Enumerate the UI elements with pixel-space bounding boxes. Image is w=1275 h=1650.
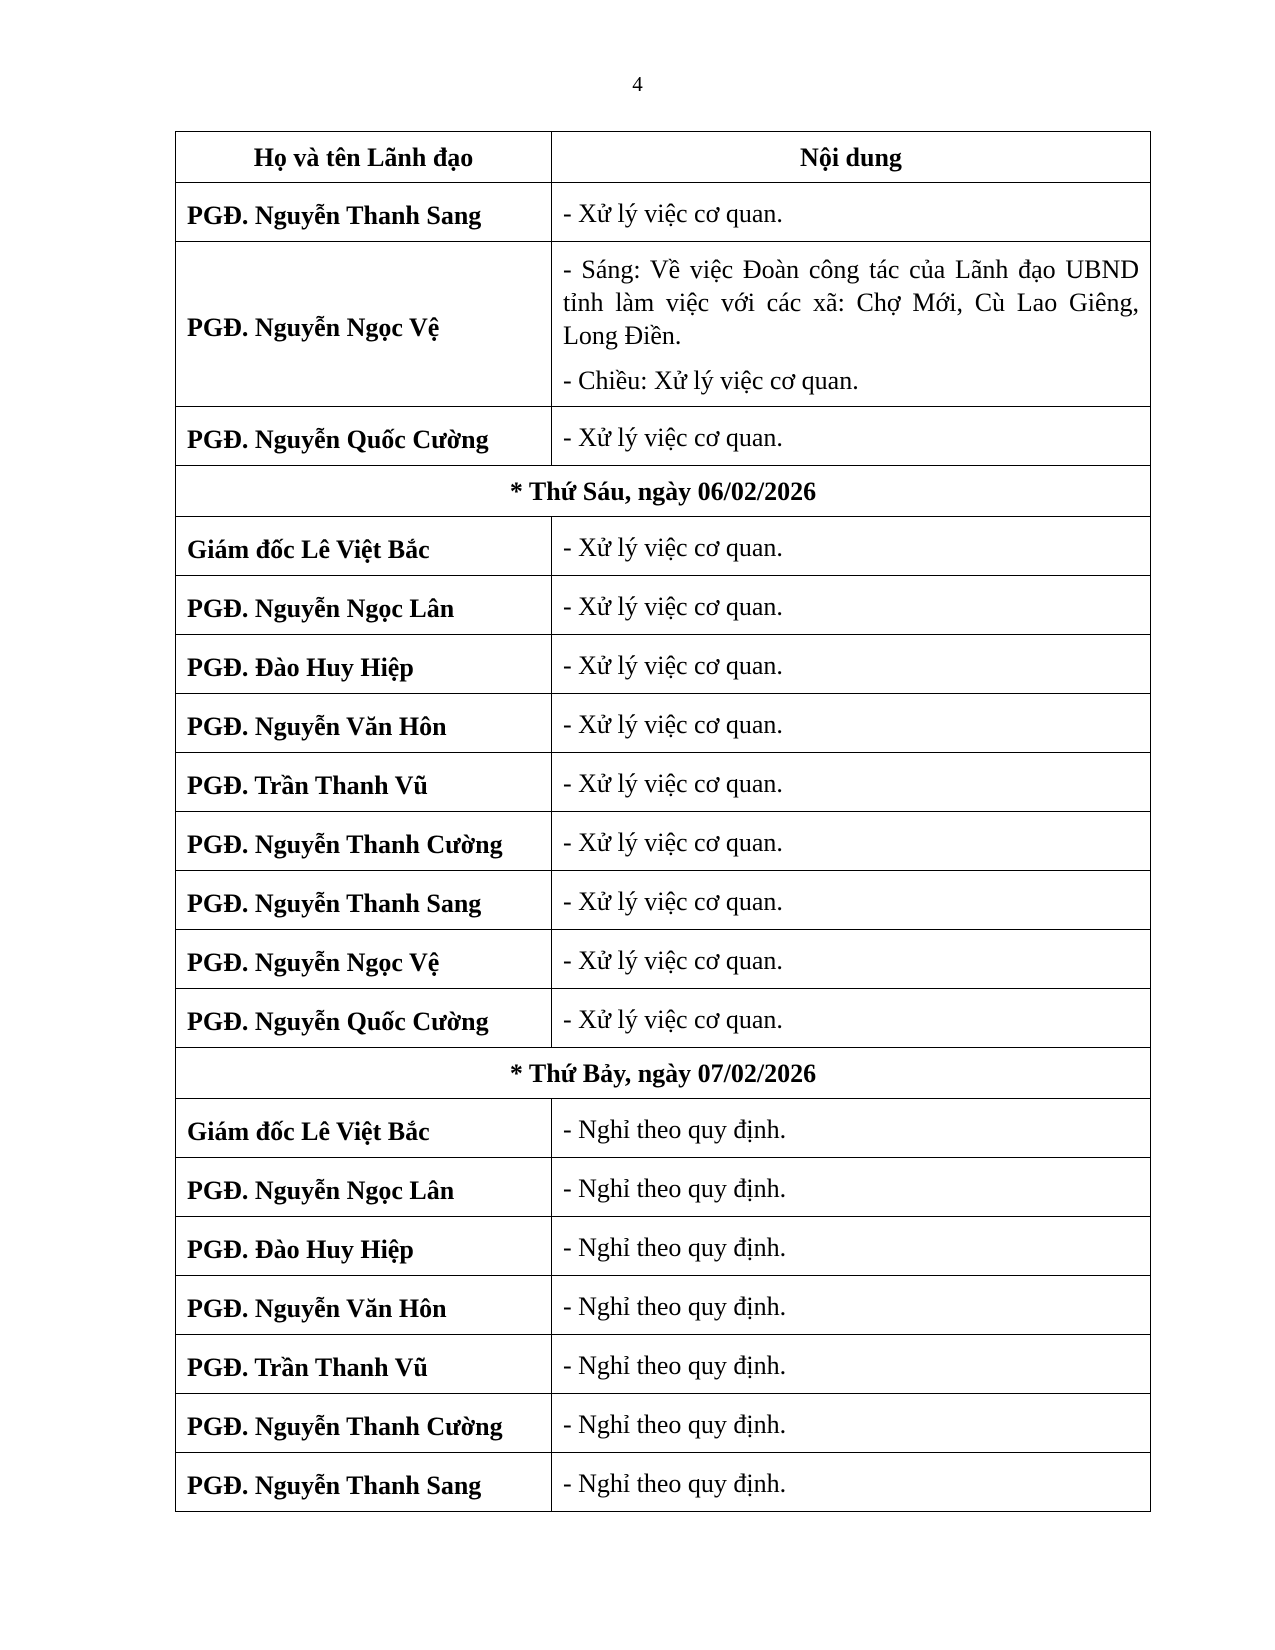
day-heading: * Thứ Sáu, ngày 06/02/2026 bbox=[176, 466, 1151, 517]
leader-name: PGĐ. Nguyễn Thanh Sang bbox=[176, 183, 552, 242]
table-row bbox=[176, 1099, 1151, 1158]
schedule-content: - Xử lý việc cơ quan. bbox=[552, 635, 1151, 694]
leader-name: PGĐ. Nguyễn Ngọc Vệ bbox=[176, 930, 552, 989]
table-row bbox=[176, 1158, 1151, 1217]
table-row bbox=[176, 1335, 1151, 1394]
schedule-content: - Xử lý việc cơ quan. bbox=[552, 517, 1151, 576]
schedule-content: - Xử lý việc cơ quan. bbox=[552, 753, 1151, 812]
table-row bbox=[176, 576, 1151, 635]
leader-name: Giám đốc Lê Việt Bắc bbox=[176, 517, 552, 576]
morning-content: - Sáng: Về việc Đoàn công tác của Lãnh đạo UBND tỉnh làm việc với các xã: Chợ Mới, Cù Lao Giêng, Long Điền. bbox=[563, 255, 1139, 350]
afternoon-content: - Chiều: Xử lý việc cơ quan. bbox=[563, 366, 859, 395]
schedule-content: - Nghỉ theo quy định. bbox=[552, 1217, 1151, 1276]
schedule-content: - Nghỉ theo quy định. bbox=[552, 1453, 1151, 1512]
header-content: Nội dung bbox=[552, 132, 1151, 183]
leader-name: PGĐ. Nguyễn Văn Hôn bbox=[176, 694, 552, 753]
schedule-content: - Nghỉ theo quy định. bbox=[552, 1158, 1151, 1217]
schedule-content: - Nghỉ theo quy định. bbox=[552, 1335, 1151, 1394]
table-row bbox=[176, 517, 1151, 576]
leader-name: PGĐ. Trần Thanh Vũ bbox=[176, 753, 552, 812]
table-row bbox=[176, 242, 1151, 407]
table-row bbox=[176, 1276, 1151, 1335]
header-name: Họ và tên Lãnh đạo bbox=[176, 132, 552, 183]
leader-name: PGĐ. Nguyễn Ngọc Lân bbox=[176, 1158, 552, 1217]
leader-name: PGĐ. Nguyễn Ngọc Lân bbox=[176, 576, 552, 635]
schedule-content: - Nghỉ theo quy định. bbox=[552, 1394, 1151, 1453]
schedule-content: - Xử lý việc cơ quan. bbox=[552, 183, 1151, 242]
table-row bbox=[176, 930, 1151, 989]
table-row bbox=[176, 694, 1151, 753]
leader-name: PGĐ. Nguyễn Thanh Sang bbox=[176, 1453, 552, 1512]
header-row bbox=[176, 132, 1151, 183]
leader-name: PGĐ. Nguyễn Thanh Cường bbox=[176, 1394, 552, 1453]
leader-name: PGĐ. Nguyễn Thanh Sang bbox=[176, 871, 552, 930]
table-row bbox=[176, 989, 1151, 1048]
leader-name: PGĐ. Nguyễn Quốc Cường bbox=[176, 407, 552, 466]
table-row bbox=[176, 407, 1151, 466]
leader-name: Giám đốc Lê Việt Bắc bbox=[176, 1099, 552, 1158]
table-row bbox=[176, 871, 1151, 930]
table-row bbox=[176, 635, 1151, 694]
leader-name: PGĐ. Nguyễn Văn Hôn bbox=[176, 1276, 552, 1335]
table-row bbox=[176, 183, 1151, 242]
table-row bbox=[176, 1453, 1151, 1512]
schedule-content: - Nghỉ theo quy định. bbox=[552, 1276, 1151, 1335]
leader-name: PGĐ. Nguyễn Quốc Cường bbox=[176, 989, 552, 1048]
table-row bbox=[176, 1394, 1151, 1453]
table-row bbox=[176, 812, 1151, 871]
table-row bbox=[176, 1217, 1151, 1276]
schedule-content: - Xử lý việc cơ quan. bbox=[552, 812, 1151, 871]
leader-name: PGĐ. Nguyễn Ngọc Vệ bbox=[176, 242, 552, 407]
leader-name: PGĐ. Đào Huy Hiệp bbox=[176, 1217, 552, 1276]
day-row-friday bbox=[176, 466, 1151, 517]
day-row-saturday bbox=[176, 1048, 1151, 1099]
day-heading: * Thứ Bảy, ngày 07/02/2026 bbox=[176, 1048, 1151, 1099]
schedule-content: - Xử lý việc cơ quan. bbox=[552, 407, 1151, 466]
leader-name: PGĐ. Nguyễn Thanh Cường bbox=[176, 812, 552, 871]
schedule-content: - Xử lý việc cơ quan. bbox=[552, 694, 1151, 753]
page-number: 4 bbox=[632, 72, 643, 96]
schedule-table bbox=[175, 131, 1151, 1512]
leader-name: PGĐ. Đào Huy Hiệp bbox=[176, 635, 552, 694]
schedule-content: - Xử lý việc cơ quan. bbox=[552, 871, 1151, 930]
schedule-content: - Nghỉ theo quy định. bbox=[552, 1099, 1151, 1158]
schedule-content: - Xử lý việc cơ quan. bbox=[552, 989, 1151, 1048]
table-row bbox=[176, 753, 1151, 812]
schedule-content: - Xử lý việc cơ quan. bbox=[552, 930, 1151, 989]
schedule-content bbox=[552, 242, 1151, 407]
schedule-content: - Xử lý việc cơ quan. bbox=[552, 576, 1151, 635]
leader-name: PGĐ. Trần Thanh Vũ bbox=[176, 1335, 552, 1394]
